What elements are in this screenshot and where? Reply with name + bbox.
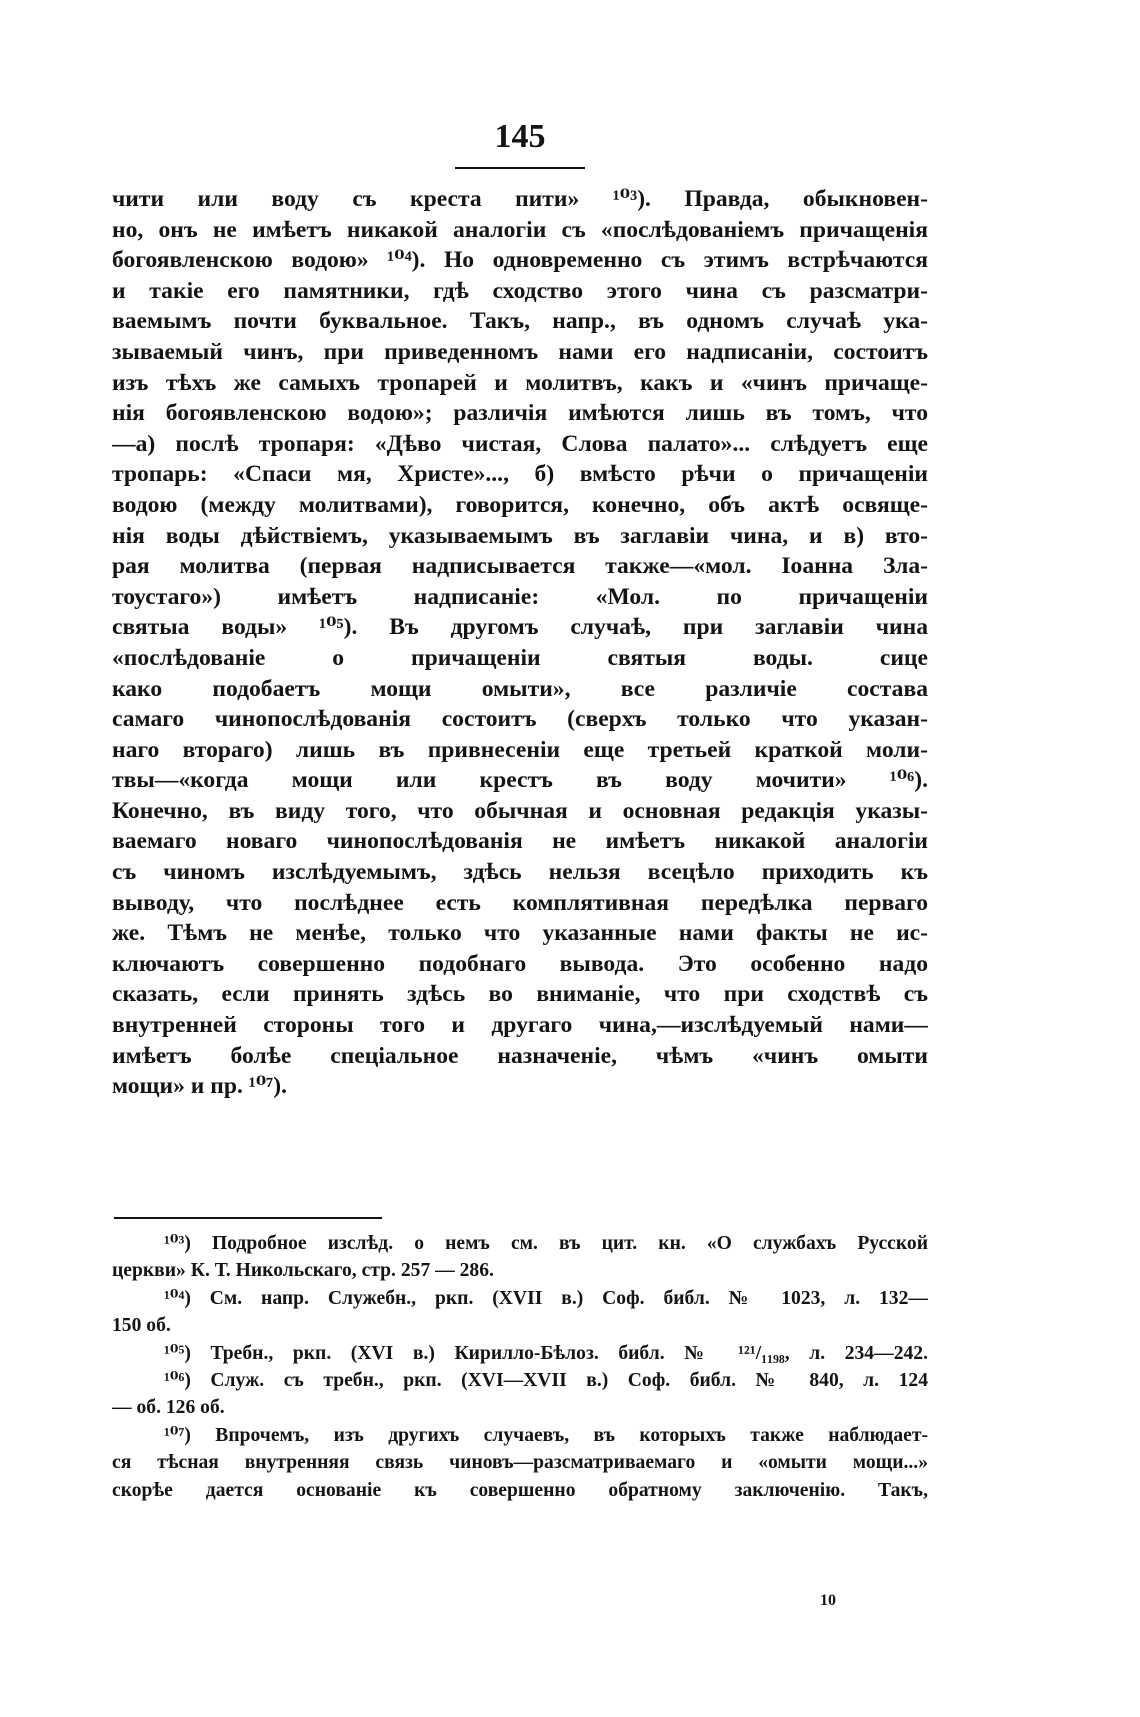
text-line: же. Тѣмъ не менѣе, только что указанные нами факты не ис- — [112, 920, 928, 947]
text-line: изъ тѣхъ же самыхъ тропарей и молитвъ, какъ и «чинъ причаще- — [112, 369, 928, 396]
text-line: съ чиномъ изслѣдуемымъ, здѣсь нельзя всецѣло приходить къ — [112, 859, 928, 886]
text-line: зываемый чинъ, при приведенномъ нами его надписаніи, состоитъ — [112, 338, 928, 365]
signature-mark: 10 — [820, 1592, 836, 1609]
text-line: выводу, что послѣднее есть комплятивная передѣлка перваго — [112, 889, 928, 916]
text-line: наго втораго) лишь въ привнесеніи еще третьей краткой моли- — [112, 736, 928, 763]
text-line: —а) послѣ тропаря: «Дѣво чистая, Слова палато»... слѣдуетъ еще — [112, 430, 928, 457]
text-line: нія воды дѣйствіемъ, указываемымъ въ заглавіи чина, и в) вто- — [112, 522, 928, 549]
text-line: богоявленскою водою» ¹⁰⁴). Но одновременно съ этимъ встрѣчаются — [112, 247, 928, 274]
text-line: самаго чинопослѣдованія состоитъ (сверхъ только что указан- — [112, 706, 928, 733]
text-line: рая молитва (первая надписывается также—«мол. Іоанна Зла- — [112, 553, 928, 580]
text-line: ваемымъ почти буквальное. Такъ, напр., въ одномъ случаѣ ука- — [112, 308, 928, 335]
footnote-line: ¹⁰⁶) Служ. съ требн., ркп. (XVI—XVII в.) Соф. библ. № 840, л. 124 — [164, 1370, 928, 1392]
footnote-rule — [114, 1217, 382, 1219]
text-line: како подобаетъ мощи омыти», все различіе состава — [112, 675, 928, 702]
text-line: ключаютъ совершенно подобнаго вывода. Это особенно надо — [112, 950, 928, 977]
footnote-line: ¹⁰⁴) См. напр. Служебн., ркп. (XVII в.) Соф. библ. № 1023, л. 132— — [164, 1287, 928, 1309]
header-rule — [455, 167, 585, 169]
text-line: имѣетъ болѣе спеціальное назначеніе, чѣмъ «чинъ омыти — [112, 1042, 928, 1069]
footnote-line: ся тѣсная внутренняя связь чиновъ—разсматриваемаго и «омыти мощи...» — [112, 1452, 928, 1474]
footnote-line: 150 об. — [112, 1315, 171, 1337]
footnote-line: скорѣе дается основаніе къ совершенно обратному заключенію. Такъ, — [112, 1479, 928, 1501]
text-line: ваемаго новаго чинопослѣдованія не имѣетъ никакой аналогіи — [112, 828, 928, 855]
text-line: водою (между молитвами), говорится, конечно, объ актѣ освяще- — [112, 491, 928, 518]
text-line: нія богоявленскою водою»; различія имѣются лишь въ томъ, что — [112, 400, 928, 427]
text-line: и такіе его памятники, гдѣ сходство этого чина съ разсматри- — [112, 277, 928, 304]
text-line: Конечно, въ виду того, что обычная и основная редакція указы- — [112, 797, 928, 824]
footnote-line: ¹⁰³) Подробное изслѣд. о немъ см. въ цит. кн. «О службахъ Русской — [164, 1233, 928, 1254]
main-text — [112, 184, 928, 1102]
text-line: «послѣдованіе о причащеніи святыя воды. сице — [112, 644, 928, 671]
text-line: тоустаго») имѣетъ надписаніе: «Мол. по причащеніи — [112, 583, 928, 610]
text-line: святыа воды» ¹⁰⁵). Въ другомъ случаѣ, при заглавіи чина — [112, 614, 928, 641]
text-line: твы—«когда мощи или крестъ въ воду мочити» ¹⁰⁶). — [112, 767, 928, 794]
text-line: чити или воду съ креста пити» ¹⁰³). Правда, обыкновен- — [112, 186, 928, 212]
text-line: но, онъ не имѣетъ никакой аналогіи съ «послѣдованіемъ причащенія — [112, 216, 928, 243]
footnote-line: — об. 126 об. — [112, 1397, 225, 1419]
text-line: внутренней стороны того и другаго чина,—изслѣдуемый нами— — [112, 1012, 928, 1039]
page-number: 145 — [494, 118, 546, 155]
footnote-line: церкви» К. Т. Никольскаго, стр. 257 — 286. — [112, 1260, 494, 1282]
text-line: тропарь: «Спаси мя, Христе»..., б) вмѣсто рѣчи о причащеніи — [112, 461, 928, 488]
text-line: мощи» и пр. ¹⁰⁷). — [112, 1073, 288, 1100]
footnotes — [112, 1230, 928, 1504]
footnote-line: ¹⁰⁷) Впрочемъ, изъ другихъ случаевъ, въ которыхъ также наблюдает- — [164, 1424, 928, 1446]
footnote-line: ¹⁰⁵) Требн., ркп. (XVI в.) Кирилло-Бѣлоз. библ. № ¹²¹/₁₁₉₈, л. 234—242. — [164, 1342, 928, 1364]
text-line: сказать, если принять здѣсь во вниманіе, что при сходствѣ съ — [112, 981, 928, 1008]
